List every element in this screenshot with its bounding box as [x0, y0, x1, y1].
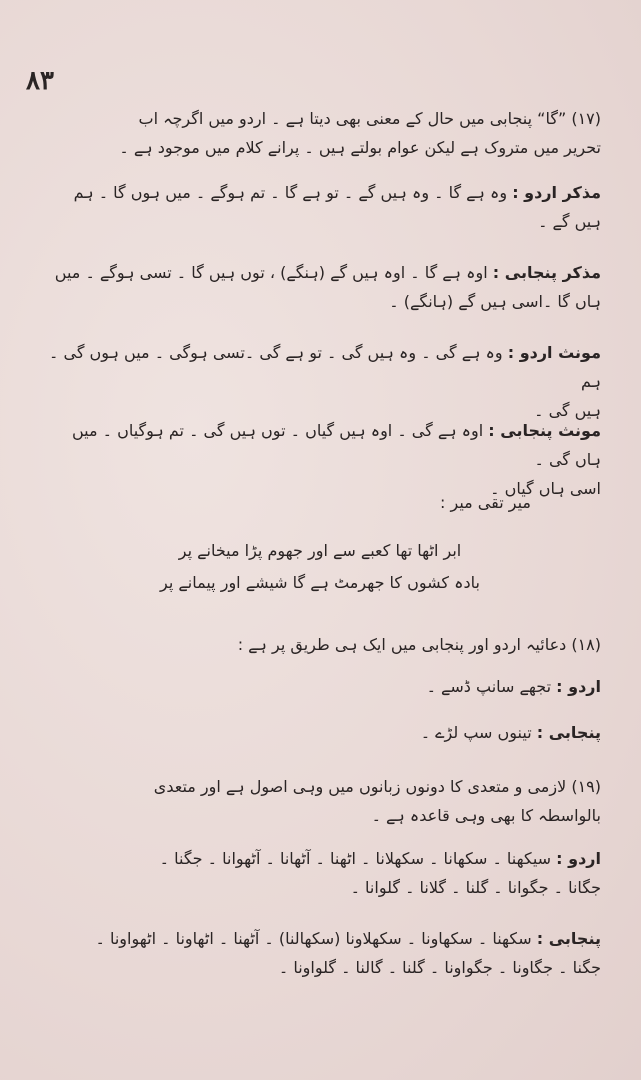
punjabi-example-text: تینوں سپ لڑے ۔ — [420, 723, 532, 742]
poet-name: میر تقی میر : — [440, 493, 531, 512]
paragraph-line: اوہ ہے گی ۔ اوہ ہیں گیاں ۔ توں ہیں گی ۔ تم ہوگیاں ۔ میں ہاں گی ۔ — [71, 421, 601, 469]
couplet-line: ابر اٹھا تھا کعبے سے اور جھوم پڑا میخانے پر — [178, 541, 462, 560]
paragraph-line: (۱۹) لازمی و متعدی کا دونوں زبانوں میں وہی اصول ہے اور متعدی — [153, 777, 601, 796]
feminine-urdu-block — [41, 338, 601, 425]
paragraph-18: (۱۸) دعائیہ اردو اور پنجابی میں ایک ہی طریق پر ہے : — [237, 635, 601, 654]
paragraph-line: بالواسطہ کا بھی وہی قاعدہ ہے ۔ — [371, 806, 601, 825]
paragraph-line: اسی ہاں گیاں ۔ — [490, 479, 601, 498]
masculine-urdu-label: مذکر اردو : — [512, 183, 601, 202]
paragraph-line: جگنا ۔ جگاونا ۔ جگواونا ۔ گلنا ۔ گالنا ۔ گلواونا ۔ — [278, 958, 601, 977]
paragraph-line: اوہ ہے گا ۔ اوہ ہیں گے (ہنگے) ، توں ہیں گا ۔ تسی ہوگے ۔ میں — [54, 263, 488, 282]
paragraph-17 — [41, 104, 601, 162]
paragraph-line: سکھنا ۔ سکھاونا ۔ سکھلاونا (سکھالنا) ۔ آٹھنا ۔ اٹھاونا ۔ اٹھواونا ۔ — [95, 929, 532, 948]
urdu-verbs — [41, 844, 601, 902]
paragraph-line: سیکھنا ۔ سکھانا ۔ سکھلانا ۔ اٹھنا ۔ آٹھانا ۔ آٹھوانا ۔ جگنا ۔ — [159, 849, 552, 868]
masculine-urdu-block — [41, 178, 601, 236]
masculine-punjabi-block — [41, 258, 601, 316]
punjabi-verbs-label: پنجابی : — [536, 929, 601, 948]
paragraph-line: ہاں گا ۔اسی ہیں گے (ہانگے) ۔ — [389, 292, 601, 311]
paragraph-line: تحریر میں متروک ہے لیکن عوام بولتے ہیں ۔ پرانے کلام میں موجود ہے ۔ — [119, 138, 601, 157]
couplet-line: بادہ کشوں کا جھرمٹ ہے گا شیشے اور پیمانے پر — [160, 573, 480, 592]
paragraph-line: وہ ہے گی ۔ وہ ہیں گی ۔ تو ہے گی ۔تسی ہوگی ۔ میں ہوں گی ۔ ہم — [49, 343, 601, 391]
paragraph-line: جگانا ۔ جگوانا ۔ گلنا ۔ گلانا ۔ گلوانا ۔ — [350, 878, 601, 897]
paragraph-19 — [41, 772, 601, 830]
urdu-example — [41, 672, 601, 701]
urdu-example-text: تجھے سانپ ڈسے ۔ — [426, 677, 552, 696]
urdu-verbs-label: اردو : — [556, 849, 601, 868]
feminine-punjabi-label: مونث پنجابی : — [488, 421, 601, 440]
punjabi-example-label: پنجابی : — [536, 723, 601, 742]
page-number: ۸۳ — [26, 66, 54, 96]
urdu-example-label: اردو : — [556, 677, 601, 696]
couplet — [100, 535, 540, 599]
punjabi-verbs — [41, 924, 601, 982]
feminine-urdu-label: مونث اردو : — [507, 343, 601, 362]
paragraph-line: (۱۷) ”گا“ پنجابی میں حال کے معنی بھی دیتا ہے ۔ اردو میں اگرچہ اب — [138, 109, 601, 128]
masculine-punjabi-label: مذکر پنجابی : — [492, 263, 601, 282]
paragraph-line: ہیں گے ۔ — [538, 212, 601, 231]
punjabi-example — [41, 718, 601, 747]
paragraph-line: وہ ہے گا ۔ وہ ہیں گے ۔ تو ہے گا ۔ تم ہوگے ۔ میں ہوں گا ۔ ہم — [73, 183, 508, 202]
paragraph-line: ہیں گی ۔ — [534, 401, 601, 420]
